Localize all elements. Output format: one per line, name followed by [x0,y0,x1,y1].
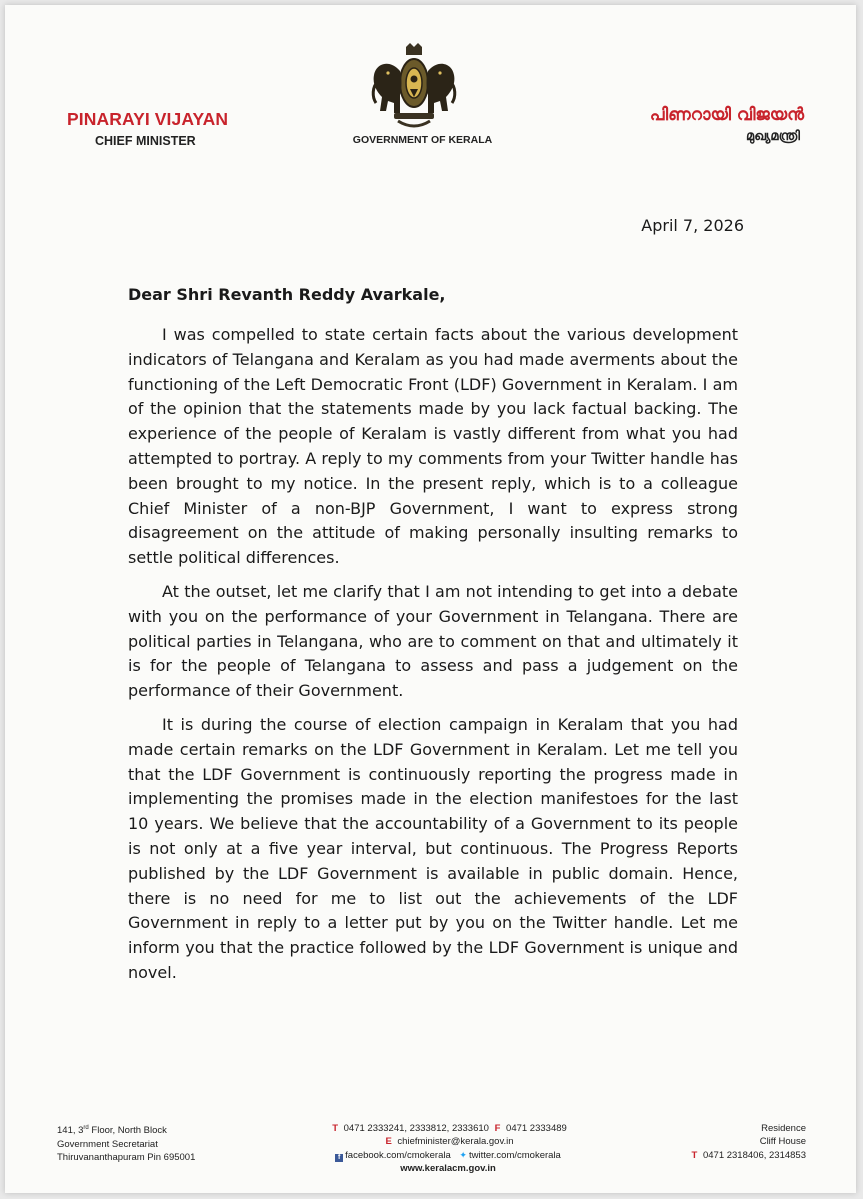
body-paragraph-1: I was compelled to state certain facts about the various development indicators of Telangana and Keralam as you had made averments about the functioning of the Left Democratic Front (LDF) Government in Keralam. I am of the opinion that the statements made by you lack factual backing. The experience of the people of Keralam is vastly different from what you had attempted to portray. A reply to my comments from your Twitter handle has been brought to my notice. In the present reply, which is to a colleague Chief Minister of a non-BJP Government, I want to express strong disagreement on the attitude of making personally insulting remarks to settle political differences. [128,325,738,568]
residence-phone-line [689,1149,806,1162]
facebook-icon: f [335,1154,343,1162]
tel-number: 0471 2333241, 2333812, 2333610 [343,1123,489,1134]
address-line-3: Thiruvananthapuram Pin 695001 [57,1151,196,1163]
twitter-link[interactable]: twitter.com/cmokerala [468,1149,561,1161]
residence-tel-number: 0471 2318406, 2314853 [702,1149,806,1161]
email-line [323,1135,573,1148]
office-address [57,1122,195,1164]
residence-name: Cliff House [759,1136,806,1148]
address-line-2: Government Secretariat [57,1138,158,1150]
sender-title-english: CHIEF MINISTER [95,134,196,148]
sender-title-malayalam: മുഖ്യമന്ത്രി [746,129,800,144]
sender-name-malayalam: പിണറായി വിജയൻ [649,105,804,125]
letterhead-left [67,109,228,148]
kerala-state-emblem-icon [368,41,460,131]
body-paragraph-2: At the outset, let me clarify that I am not intending to get into a debate with you on the performance of your Government in Telangana. There are political parties in Telangana, who are to comment on that and ultimately it is for the people of Telangana to assess and pass a judgement on the performance of their Government. [128,581,738,701]
residence-label: Residence [761,1123,806,1134]
fax-number: 0471 2333489 [506,1123,567,1134]
fax-label: F [494,1123,501,1134]
tel-label: T [332,1123,338,1134]
salutation: Dear Shri Revanth Reddy Avarkale, [128,285,446,304]
letter-page [5,5,856,1193]
email-address[interactable]: chiefminister@kerala.gov.in [397,1136,514,1148]
office-contacts [323,1122,573,1176]
phone-fax-line [323,1122,573,1135]
letter-date: April 7, 2026 [641,216,744,235]
government-label: GOVERNMENT OF KERALA [352,134,493,146]
email-label: E [385,1136,392,1148]
letterhead-right [650,105,804,144]
letter-body [128,323,738,995]
body-paragraph-3: It is during the course of election campaign in Keralam that you had made certain remarks on the LDF Government in Keralam. Let me tell you that the LDF Government is continuously reporting the progress made in implementing the promises made in the election manifestoes for the last 10 years. We believe that the accountability of a Government to its people is not only at a five year interval, but continuous. The Progress Reports published by the LDF Government is available in public domain. Hence, there is no need for me to list out the achievements of the LDF Government in reply to a letter put by you on the Twitter handle. Let me inform you that the practice followed by the LDF Government is unique and novel. [128,714,738,982]
residence-tel-label: T [691,1149,698,1161]
website-link[interactable]: www.keralacm.gov.in [400,1163,496,1175]
twitter-icon: ✦ [459,1149,467,1160]
residence-address [689,1122,806,1162]
social-line [323,1149,573,1162]
address-line-1: 141, 3rd Floor, North Block [57,1125,167,1137]
sender-name-english: PINARAYI VIJAYAN [67,109,229,129]
facebook-link[interactable]: facebook.com/cmokerala [345,1149,451,1161]
